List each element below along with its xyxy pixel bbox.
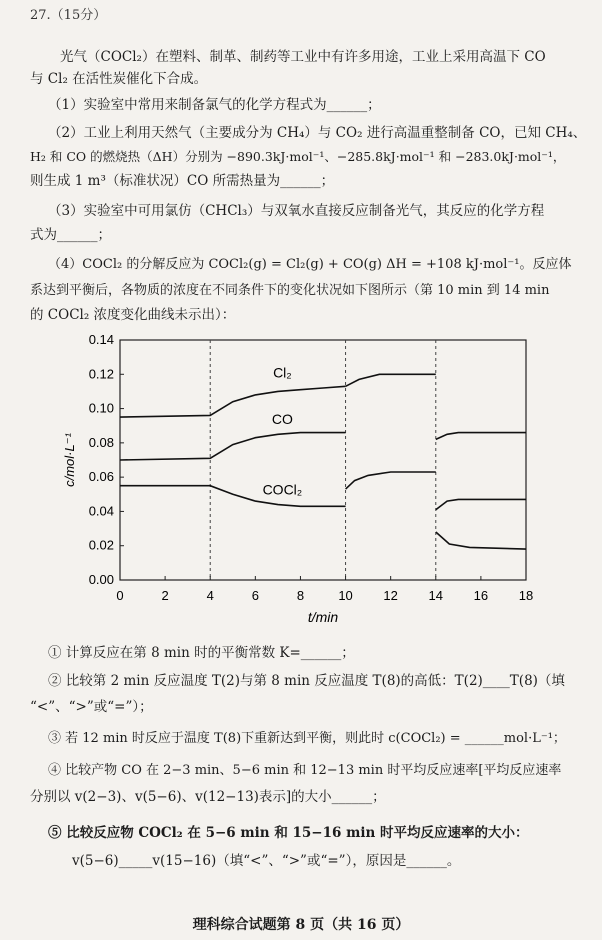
- sub-question-2-line-2: “<”、“>”或“=”）；: [30, 699, 153, 715]
- q3-line-2: 式为______；: [30, 227, 111, 243]
- sub-question-1: ① 计算反应在第 8 min 时的平衡常数 K=______；: [48, 645, 355, 661]
- q3-line-1: （3）实验室中可用氯仿（CHCl₃）与双氧水直接反应制备光气，其反应的化学方程: [48, 203, 545, 219]
- series-label: CO: [271, 411, 293, 427]
- x-axis-label: t/min: [307, 609, 339, 625]
- series-line-0: [346, 374, 436, 386]
- y-tick-label: 0.00: [88, 572, 114, 587]
- page-footer: 理科综合试题第 8 页（共 16 页）: [192, 917, 410, 933]
- sub-question-5-line-1: ⑤ 比较反应物 COCl₂ 在 5−6 min 和 15−16 min 时平均反应速率的大小：: [48, 825, 529, 841]
- x-tick-label: 8: [296, 588, 305, 603]
- series-line-2: [436, 499, 526, 509]
- q4-line-1: （4）COCl₂ 的分解反应为 COCl₂(g) = Cl₂(g) + CO(g) ΔH = +108 kJ·mol⁻¹。反应体: [48, 257, 572, 272]
- question-number: 27.（15分）: [30, 8, 107, 23]
- y-tick-label: 0.14: [88, 332, 114, 347]
- sub-question-4-line-1: ④ 比较产物 CO 在 2−3 min、5−6 min 和 12−13 min 时平均反应速率[平均反应速率: [48, 763, 562, 778]
- y-tick-label: 0.04: [88, 503, 114, 519]
- y-tick-label: 0.08: [88, 434, 114, 450]
- y-tick-label: 0.10: [88, 400, 114, 416]
- q2-line-3: 则生成 1 m³（标准状况）CO 所需热量为______；: [30, 173, 335, 189]
- intro-line-2: 与 Cl₂ 在活性炭催化下合成。: [30, 71, 208, 87]
- sub-question-4-line-2: 分别以 v(2−3)、v(5−6)、v(12−13)表示]的大小______；: [30, 789, 386, 805]
- x-tick-label: 16: [473, 588, 489, 603]
- x-tick-label: 6: [251, 588, 259, 603]
- series-label: COCl₂: [262, 481, 303, 498]
- series-line-0: [120, 386, 346, 417]
- series-line-3: [436, 532, 526, 549]
- x-tick-label: 14: [428, 588, 444, 603]
- q1-text: （1）实验室中常用来制备氯气的化学方程式为______；: [48, 97, 381, 113]
- x-tick-label: 0: [116, 588, 124, 603]
- y-axis-label: c/mol·L⁻¹: [62, 433, 77, 487]
- series-line-2: [346, 472, 436, 489]
- series-line-1: [436, 433, 526, 440]
- x-tick-label: 2: [161, 588, 169, 603]
- series-line-2: [120, 486, 346, 507]
- q2-line-2: H₂ 和 CO 的燃烧热（ΔH）分别为 −890.3kJ·mol⁻¹、−285.8kJ·mol⁻¹ 和 −283.0kJ·mol⁻¹，: [30, 149, 566, 164]
- plot-area: [120, 340, 526, 580]
- q2-line-1: （2）工业上利用天然气（主要成分为 CH₄）与 CO₂ 进行高温重整制备 CO，已知 CH₄、: [48, 125, 587, 141]
- y-tick-label: 0.12: [88, 366, 114, 382]
- series-label: Cl₂: [273, 364, 292, 381]
- x-tick-label: 18: [518, 588, 534, 603]
- y-tick-label: 0.06: [88, 469, 114, 485]
- x-tick-label: 4: [206, 588, 214, 603]
- x-tick-label: 10: [338, 588, 353, 603]
- series-line-1: [120, 433, 346, 460]
- intro-line-1: 光气（COCl₂）在塑料、制革、制药等工业中有许多用途，工业上采用高温下 CO: [60, 49, 546, 65]
- x-tick-label: 12: [383, 588, 398, 603]
- q4-line-3: 的 COCl₂ 浓度变化曲线未示出）：: [30, 307, 236, 323]
- concentration-chart: [60, 330, 540, 630]
- sub-question-5-line-2: v(5−6)_____v(15−16)（填“<”、“>”或“=”），原因是______。: [72, 853, 461, 869]
- y-tick-label: 0.02: [88, 537, 114, 553]
- sub-question-2-line-1: ② 比较第 2 min 反应温度 T(2)与第 8 min 反应温度 T(8)的高低：T(2)____T(8)（填: [48, 673, 565, 689]
- sub-question-3: ③ 若 12 min 时反应于温度 T(8)下重新达到平衡，则此时 c(COCl₂) = ______mol·L⁻¹；: [48, 731, 566, 746]
- q4-line-2: 系达到平衡后，各物质的浓度在不同条件下的变化状况如下图所示（第 10 min 到 14 min: [30, 283, 550, 298]
